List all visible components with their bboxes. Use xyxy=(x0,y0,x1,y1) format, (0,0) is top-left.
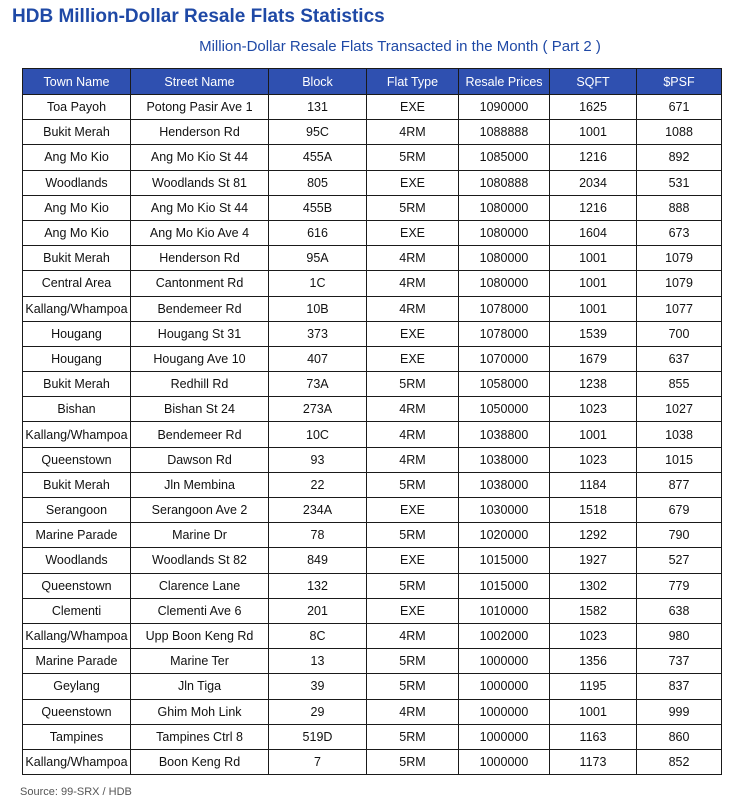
resale-price-cell: 1000000 xyxy=(459,749,550,774)
psf-cell: 892 xyxy=(637,145,722,170)
block-cell: 22 xyxy=(269,472,367,497)
psf-cell: 790 xyxy=(637,523,722,548)
psf-cell: 779 xyxy=(637,573,722,598)
sqft-cell: 1023 xyxy=(550,623,637,648)
sqft-cell: 1001 xyxy=(550,296,637,321)
block-cell: 78 xyxy=(269,523,367,548)
sqft-cell: 1539 xyxy=(550,321,637,346)
street-cell: Ang Mo Kio St 44 xyxy=(131,145,269,170)
table-row xyxy=(23,699,722,724)
table-row xyxy=(23,195,722,220)
table-row xyxy=(23,623,722,648)
psf-cell: 679 xyxy=(637,498,722,523)
resale-price-cell: 1020000 xyxy=(459,523,550,548)
resale-price-cell: 1002000 xyxy=(459,623,550,648)
town-cell: Bukit Merah xyxy=(23,246,131,271)
resale-price-cell: 1088888 xyxy=(459,120,550,145)
resale-price-cell: 1085000 xyxy=(459,145,550,170)
sqft-cell: 1023 xyxy=(550,447,637,472)
psf-cell: 999 xyxy=(637,699,722,724)
sqft-cell: 1001 xyxy=(550,271,637,296)
flat-type-cell: 5RM xyxy=(367,372,459,397)
block-cell: 132 xyxy=(269,573,367,598)
sqft-cell: 1001 xyxy=(550,120,637,145)
flat-type-cell: 4RM xyxy=(367,422,459,447)
street-cell: Cantonment Rd xyxy=(131,271,269,296)
table-row xyxy=(23,498,722,523)
resale-price-cell: 1038800 xyxy=(459,422,550,447)
flat-type-cell: 4RM xyxy=(367,623,459,648)
psf-cell: 837 xyxy=(637,674,722,699)
block-cell: 273A xyxy=(269,397,367,422)
flat-type-cell: EXE xyxy=(367,498,459,523)
column-header-resale-price: Resale Prices xyxy=(459,69,550,95)
town-cell: Woodlands xyxy=(23,170,131,195)
block-cell: 805 xyxy=(269,170,367,195)
flat-type-cell: 5RM xyxy=(367,749,459,774)
flat-type-cell: 5RM xyxy=(367,724,459,749)
resale-price-cell: 1080000 xyxy=(459,220,550,245)
table-row xyxy=(23,397,722,422)
sqft-cell: 1001 xyxy=(550,422,637,447)
table-row xyxy=(23,220,722,245)
street-cell: Tampines Ctrl 8 xyxy=(131,724,269,749)
flat-type-cell: 4RM xyxy=(367,397,459,422)
psf-cell: 888 xyxy=(637,195,722,220)
street-cell: Woodlands St 81 xyxy=(131,170,269,195)
resale-flats-table xyxy=(22,68,722,775)
resale-price-cell: 1000000 xyxy=(459,699,550,724)
town-cell: Kallang/Whampoa xyxy=(23,623,131,648)
flat-type-cell: EXE xyxy=(367,220,459,245)
table-row xyxy=(23,246,722,271)
street-cell: Serangoon Ave 2 xyxy=(131,498,269,523)
flat-type-cell: 5RM xyxy=(367,674,459,699)
resale-price-cell: 1078000 xyxy=(459,321,550,346)
resale-price-cell: 1000000 xyxy=(459,724,550,749)
psf-cell: 700 xyxy=(637,321,722,346)
table-row xyxy=(23,120,722,145)
block-cell: 373 xyxy=(269,321,367,346)
block-cell: 455B xyxy=(269,195,367,220)
sqft-cell: 1216 xyxy=(550,195,637,220)
table-row xyxy=(23,321,722,346)
table-row xyxy=(23,598,722,623)
street-cell: Bishan St 24 xyxy=(131,397,269,422)
psf-cell: 527 xyxy=(637,548,722,573)
psf-cell: 1077 xyxy=(637,296,722,321)
block-cell: 39 xyxy=(269,674,367,699)
sqft-cell: 1625 xyxy=(550,95,637,120)
flat-type-cell: 5RM xyxy=(367,195,459,220)
street-cell: Dawson Rd xyxy=(131,447,269,472)
sqft-cell: 1238 xyxy=(550,372,637,397)
flat-type-cell: 5RM xyxy=(367,523,459,548)
resale-price-cell: 1038000 xyxy=(459,447,550,472)
resale-price-cell: 1078000 xyxy=(459,296,550,321)
table-row xyxy=(23,548,722,573)
town-cell: Woodlands xyxy=(23,548,131,573)
street-cell: Marine Ter xyxy=(131,649,269,674)
sqft-cell: 1001 xyxy=(550,699,637,724)
flat-type-cell: 5RM xyxy=(367,649,459,674)
street-cell: Henderson Rd xyxy=(131,120,269,145)
flat-type-cell: 4RM xyxy=(367,447,459,472)
psf-cell: 673 xyxy=(637,220,722,245)
sqft-cell: 1582 xyxy=(550,598,637,623)
psf-cell: 852 xyxy=(637,749,722,774)
sqft-cell: 1604 xyxy=(550,220,637,245)
street-cell: Ang Mo Kio Ave 4 xyxy=(131,220,269,245)
town-cell: Queenstown xyxy=(23,573,131,598)
flat-type-cell: EXE xyxy=(367,346,459,371)
psf-cell: 860 xyxy=(637,724,722,749)
psf-cell: 1079 xyxy=(637,246,722,271)
table-row xyxy=(23,95,722,120)
resale-price-cell: 1015000 xyxy=(459,573,550,598)
psf-cell: 638 xyxy=(637,598,722,623)
block-cell: 93 xyxy=(269,447,367,472)
town-cell: Central Area xyxy=(23,271,131,296)
table-row xyxy=(23,271,722,296)
psf-cell: 1038 xyxy=(637,422,722,447)
block-cell: 10B xyxy=(269,296,367,321)
table-row xyxy=(23,145,722,170)
resale-price-cell: 1030000 xyxy=(459,498,550,523)
resale-price-cell: 1050000 xyxy=(459,397,550,422)
street-cell: Redhill Rd xyxy=(131,372,269,397)
street-cell: Clementi Ave 6 xyxy=(131,598,269,623)
block-cell: 234A xyxy=(269,498,367,523)
town-cell: Hougang xyxy=(23,346,131,371)
psf-cell: 877 xyxy=(637,472,722,497)
block-cell: 29 xyxy=(269,699,367,724)
sqft-cell: 1927 xyxy=(550,548,637,573)
table-row xyxy=(23,573,722,598)
street-cell: Marine Dr xyxy=(131,523,269,548)
resale-price-cell: 1080000 xyxy=(459,195,550,220)
flat-type-cell: 5RM xyxy=(367,145,459,170)
table-row xyxy=(23,346,722,371)
flat-type-cell: 5RM xyxy=(367,573,459,598)
block-cell: 8C xyxy=(269,623,367,648)
psf-cell: 1015 xyxy=(637,447,722,472)
block-cell: 73A xyxy=(269,372,367,397)
psf-cell: 980 xyxy=(637,623,722,648)
flat-type-cell: EXE xyxy=(367,95,459,120)
table-row xyxy=(23,422,722,447)
town-cell: Kallang/Whampoa xyxy=(23,296,131,321)
table-row xyxy=(23,472,722,497)
street-cell: Woodlands St 82 xyxy=(131,548,269,573)
resale-price-cell: 1070000 xyxy=(459,346,550,371)
street-cell: Bendemeer Rd xyxy=(131,422,269,447)
street-cell: Clarence Lane xyxy=(131,573,269,598)
source-note: Source: 99-SRX / HDB xyxy=(20,786,132,798)
block-cell: 131 xyxy=(269,95,367,120)
flat-type-cell: EXE xyxy=(367,170,459,195)
street-cell: Boon Keng Rd xyxy=(131,749,269,774)
town-cell: Bukit Merah xyxy=(23,472,131,497)
town-cell: Queenstown xyxy=(23,699,131,724)
flat-type-cell: 4RM xyxy=(367,699,459,724)
street-cell: Henderson Rd xyxy=(131,246,269,271)
sqft-cell: 1023 xyxy=(550,397,637,422)
table-row xyxy=(23,372,722,397)
sqft-cell: 1163 xyxy=(550,724,637,749)
town-cell: Tampines xyxy=(23,724,131,749)
table-body xyxy=(23,95,722,775)
flat-type-cell: 4RM xyxy=(367,271,459,296)
sqft-cell: 1356 xyxy=(550,649,637,674)
flat-type-cell: EXE xyxy=(367,598,459,623)
street-cell: Ang Mo Kio St 44 xyxy=(131,195,269,220)
town-cell: Kallang/Whampoa xyxy=(23,749,131,774)
flat-type-cell: EXE xyxy=(367,321,459,346)
town-cell: Kallang/Whampoa xyxy=(23,422,131,447)
town-cell: Ang Mo Kio xyxy=(23,220,131,245)
block-cell: 455A xyxy=(269,145,367,170)
town-cell: Serangoon xyxy=(23,498,131,523)
block-cell: 201 xyxy=(269,598,367,623)
sqft-cell: 1302 xyxy=(550,573,637,598)
table-header-row xyxy=(23,69,722,95)
street-cell: Potong Pasir Ave 1 xyxy=(131,95,269,120)
table-row xyxy=(23,749,722,774)
street-cell: Hougang St 31 xyxy=(131,321,269,346)
town-cell: Marine Parade xyxy=(23,649,131,674)
street-cell: Upp Boon Keng Rd xyxy=(131,623,269,648)
flat-type-cell: 4RM xyxy=(367,246,459,271)
street-cell: Bendemeer Rd xyxy=(131,296,269,321)
street-cell: Jln Tiga xyxy=(131,674,269,699)
column-header-block: Block xyxy=(269,69,367,95)
block-cell: 10C xyxy=(269,422,367,447)
table-row xyxy=(23,724,722,749)
page-subtitle: Million-Dollar Resale Flats Transacted in the Month ( Part 2 ) xyxy=(199,38,601,55)
street-cell: Jln Membina xyxy=(131,472,269,497)
resale-price-cell: 1015000 xyxy=(459,548,550,573)
block-cell: 1C xyxy=(269,271,367,296)
column-header-psf: $PSF xyxy=(637,69,722,95)
table-row xyxy=(23,296,722,321)
psf-cell: 1088 xyxy=(637,120,722,145)
psf-cell: 671 xyxy=(637,95,722,120)
town-cell: Geylang xyxy=(23,674,131,699)
block-cell: 519D xyxy=(269,724,367,749)
resale-price-cell: 1000000 xyxy=(459,674,550,699)
column-header-sqft: SQFT xyxy=(550,69,637,95)
resale-price-cell: 1080888 xyxy=(459,170,550,195)
psf-cell: 1079 xyxy=(637,271,722,296)
table-row xyxy=(23,523,722,548)
town-cell: Bukit Merah xyxy=(23,372,131,397)
column-header-street: Street Name xyxy=(131,69,269,95)
resale-price-cell: 1090000 xyxy=(459,95,550,120)
resale-price-cell: 1058000 xyxy=(459,372,550,397)
psf-cell: 1027 xyxy=(637,397,722,422)
table-row xyxy=(23,447,722,472)
resale-price-cell: 1080000 xyxy=(459,271,550,296)
block-cell: 7 xyxy=(269,749,367,774)
sqft-cell: 2034 xyxy=(550,170,637,195)
psf-cell: 737 xyxy=(637,649,722,674)
psf-cell: 855 xyxy=(637,372,722,397)
column-header-town: Town Name xyxy=(23,69,131,95)
town-cell: Hougang xyxy=(23,321,131,346)
psf-cell: 637 xyxy=(637,346,722,371)
sqft-cell: 1195 xyxy=(550,674,637,699)
block-cell: 95C xyxy=(269,120,367,145)
resale-price-cell: 1038000 xyxy=(459,472,550,497)
town-cell: Clementi xyxy=(23,598,131,623)
sqft-cell: 1292 xyxy=(550,523,637,548)
flat-type-cell: 4RM xyxy=(367,120,459,145)
town-cell: Marine Parade xyxy=(23,523,131,548)
street-cell: Hougang Ave 10 xyxy=(131,346,269,371)
flat-type-cell: 4RM xyxy=(367,296,459,321)
psf-cell: 531 xyxy=(637,170,722,195)
sqft-cell: 1001 xyxy=(550,246,637,271)
sqft-cell: 1679 xyxy=(550,346,637,371)
town-cell: Ang Mo Kio xyxy=(23,195,131,220)
town-cell: Ang Mo Kio xyxy=(23,145,131,170)
flat-type-cell: 5RM xyxy=(367,472,459,497)
town-cell: Bukit Merah xyxy=(23,120,131,145)
resale-price-cell: 1080000 xyxy=(459,246,550,271)
block-cell: 95A xyxy=(269,246,367,271)
flat-type-cell: EXE xyxy=(367,548,459,573)
table-row xyxy=(23,170,722,195)
table-row xyxy=(23,674,722,699)
column-header-flat-type: Flat Type xyxy=(367,69,459,95)
sqft-cell: 1216 xyxy=(550,145,637,170)
sqft-cell: 1184 xyxy=(550,472,637,497)
sqft-cell: 1173 xyxy=(550,749,637,774)
table-row xyxy=(23,649,722,674)
town-cell: Bishan xyxy=(23,397,131,422)
resale-price-cell: 1010000 xyxy=(459,598,550,623)
block-cell: 849 xyxy=(269,548,367,573)
resale-price-cell: 1000000 xyxy=(459,649,550,674)
block-cell: 616 xyxy=(269,220,367,245)
town-cell: Queenstown xyxy=(23,447,131,472)
street-cell: Ghim Moh Link xyxy=(131,699,269,724)
block-cell: 13 xyxy=(269,649,367,674)
town-cell: Toa Payoh xyxy=(23,95,131,120)
block-cell: 407 xyxy=(269,346,367,371)
sqft-cell: 1518 xyxy=(550,498,637,523)
page-title: HDB Million-Dollar Resale Flats Statistics xyxy=(12,6,385,27)
